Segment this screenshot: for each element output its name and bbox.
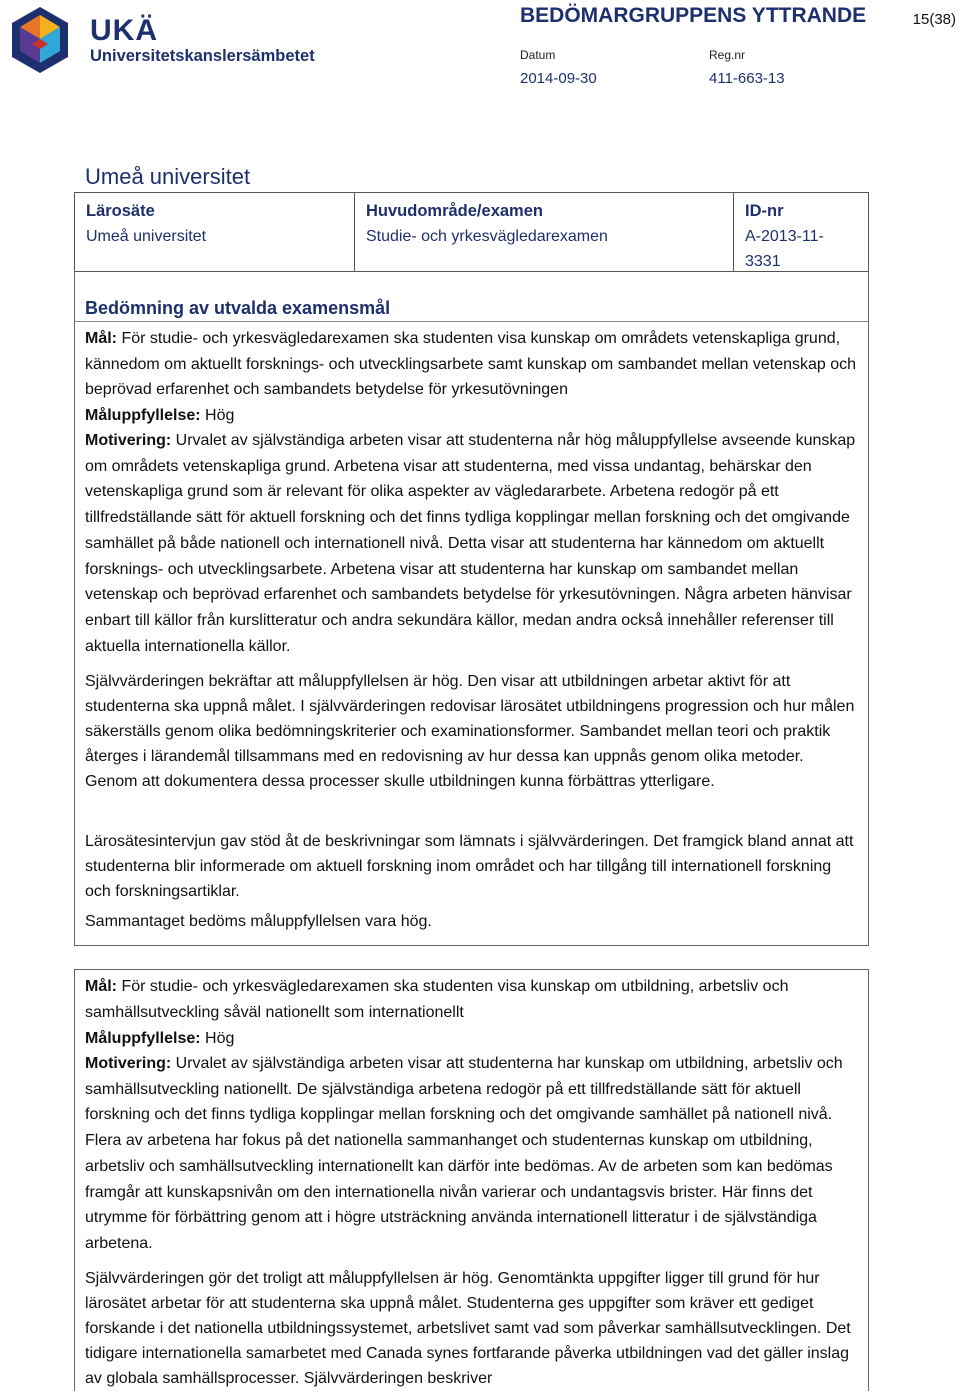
- section-divider: [75, 321, 868, 322]
- page-number: 15(38): [912, 11, 956, 28]
- info-cell-larosate: [74, 193, 355, 271]
- larosate-value: Umeå universitet: [86, 228, 207, 245]
- goal-2-fulfillment: [85, 1026, 860, 1052]
- uka-logo-emblem-icon: [8, 5, 72, 75]
- goal-2-text: För studie- och yrkesvägledarexamen ska studenten visa kunskap om utbildning, arbetsliv och samhällsutveckling såväl nationellt som internationellt: [85, 978, 789, 1021]
- goal-1-text: För studie- och yrkesvägledarexamen ska studenten visa kunskap om områdets vetenskapliga grund, kännedom om aktuellt forsknings- och utvecklingsarbete samt kunskap om sambandet mellan vetenskap och beprövad erfarenhet och sambandets betydelse för yrkesutövningen: [85, 330, 857, 399]
- goal-2-motivation: [85, 1051, 860, 1257]
- goal-2-fulfillment-value: Hög: [205, 1030, 235, 1047]
- goal-1-paragraph-4: Sammantaget bedöms måluppfyllelsen vara hög.: [85, 913, 432, 930]
- info-cell-id: [734, 193, 869, 271]
- goal-1-label: Mål:: [85, 330, 117, 347]
- goal-1-motivation-label: Motivering:: [85, 432, 172, 449]
- goal-2-label: Mål:: [85, 978, 117, 995]
- id-header: ID-nr: [745, 202, 784, 220]
- section-title: Bedömning av utvalda examensmål: [85, 298, 391, 318]
- larosate-header: Lärosäte: [86, 202, 155, 220]
- date-value: 2014-09-30: [520, 70, 597, 87]
- goal-1-paragraph-3: Lärosätesintervjun gav stöd åt de beskrivningar som lämnats i självvärderingen. Det framgick bland annat att studenterna blir informerade om aktuell forskning inom området och har tillgång till internationell forskning och forskningsartiklar.: [85, 833, 854, 900]
- goal-1-fulfillment: [85, 403, 860, 429]
- document-type: BEDÖMARGRUPPENS YTTRANDE: [520, 4, 867, 27]
- goal-1-fulfillment-label: Måluppfyllelse:: [85, 407, 201, 424]
- goal-1-motivation: [85, 428, 860, 659]
- logo-name: Universitetskanslersämbetet: [90, 47, 315, 65]
- goal-2-motivation-label: Motivering:: [85, 1055, 172, 1072]
- goal-1-motivation-text: Urvalet av självständiga arbeten visar att studenterna når hög måluppfyllelse avseende kunskap om områdets vetenskapliga grund. Arbetena visar att studenterna, med vissa undantag, behärskar den vetenskapliga grund som är relevant för olika aspekter av vägledararbete. Arbetena redogör på ett tillfredställande sätt för aktuell forskning och det finns tydliga kopplingar mellan forskning och det omgivande samhället på både nationell och internationell nivå. Detta visar att studenterna har kännedom om aktuellt forsknings- och utvecklingsarbete. Arbetena visar att studenterna har kunskap om sambandet mellan vetenskap och beprövad erfarenhet och sambandets betydelse för yrkesutövningen. Några arbeten hänvisar enbart till källor från kurslitteratur och andra sekundära källor, medan andra också innehåller referenser till aktuella internationella källor.: [85, 432, 856, 655]
- id-value-line2: 3331: [745, 253, 781, 270]
- goal-2-statement: [85, 974, 860, 1025]
- reg-value: 411-663-13: [709, 70, 785, 87]
- goal-1-fulfillment-value: Hög: [205, 407, 235, 424]
- date-label: Datum: [520, 48, 556, 62]
- uka-logo: [8, 5, 315, 77]
- goal-1-statement: [85, 326, 860, 403]
- info-table: [74, 192, 869, 272]
- university-title: Umeå universitet: [85, 164, 251, 189]
- goal-2-fulfillment-label: Måluppfyllelse:: [85, 1030, 201, 1047]
- goal-1-paragraph-2: Självvärderingen bekräftar att måluppfyllelsen är hög. Den visar att utbildningen arbetar aktivt för att studenterna ska uppnå målet. I självvärderingen redovisar lärosätet utbildningens progression och hur målen säkerställs genom olika bedömningskriterier och examinationsformer. Sambandet mellan teori och praktik återges i lärandemål tillsammans med en redovisning av hur dessa kan uppnås genom olika metoder. Genom att dokumentera dessa processer skulle utbildningen kunna förbättras ytterligare.: [85, 673, 855, 790]
- huvudomrade-value: Studie- och yrkesvägledarexamen: [366, 228, 608, 245]
- huvudomrade-header: Huvudområde/examen: [366, 202, 543, 220]
- reg-label: Reg.nr: [709, 48, 746, 62]
- logo-acronym: UKÄ: [90, 14, 158, 47]
- goal-2-motivation-text: Urvalet av självständiga arbeten visar att studenterna har kunskap om utbildning, arbetsliv och samhällsutveckling nationellt. De självständiga arbetena redogör på ett tillfredställande sätt för aktuell forskning och det finns tydliga kopplingar mellan forskning och det omgivande samhället på nationell nivå. Flera av arbetena har fokus på det nationella sammanhanget och studenternas kunskap om utbildning, arbetsliv och samhällsutveckling internationellt kan därför inte bedömas. Av de arbeten som kan bedömas framgår att kunskapsnivån om den internationella nivån varierar och undantagsvis brister. Här finns det utrymme för förbättring genom att i högre utsträckning använda internationell litteratur i de självständiga arbetena.: [85, 1055, 843, 1252]
- id-value-line1: A-2013-11-: [745, 228, 824, 245]
- goal-2-paragraph-2: Självvärderingen gör det troligt att måluppfyllelsen är hög. Genomtänkta uppgifter ligger till grund för hur lärosätet arbetar för att studenterna ska uppnå målet. Studenterna ges uppgifter som kräver ett gediget forskande i det nationella utbildningssystemet, arbetslivet samt vad som påverkar samhällsutvecklingen. Det tidigare internationella samarbetet med Canada synes fortfarande påverka utbildningen vad det gäller inslag av globala samhällsprocesser. Självvärderingen beskriver: [85, 1270, 851, 1387]
- info-cell-huvudomrade: [355, 193, 734, 271]
